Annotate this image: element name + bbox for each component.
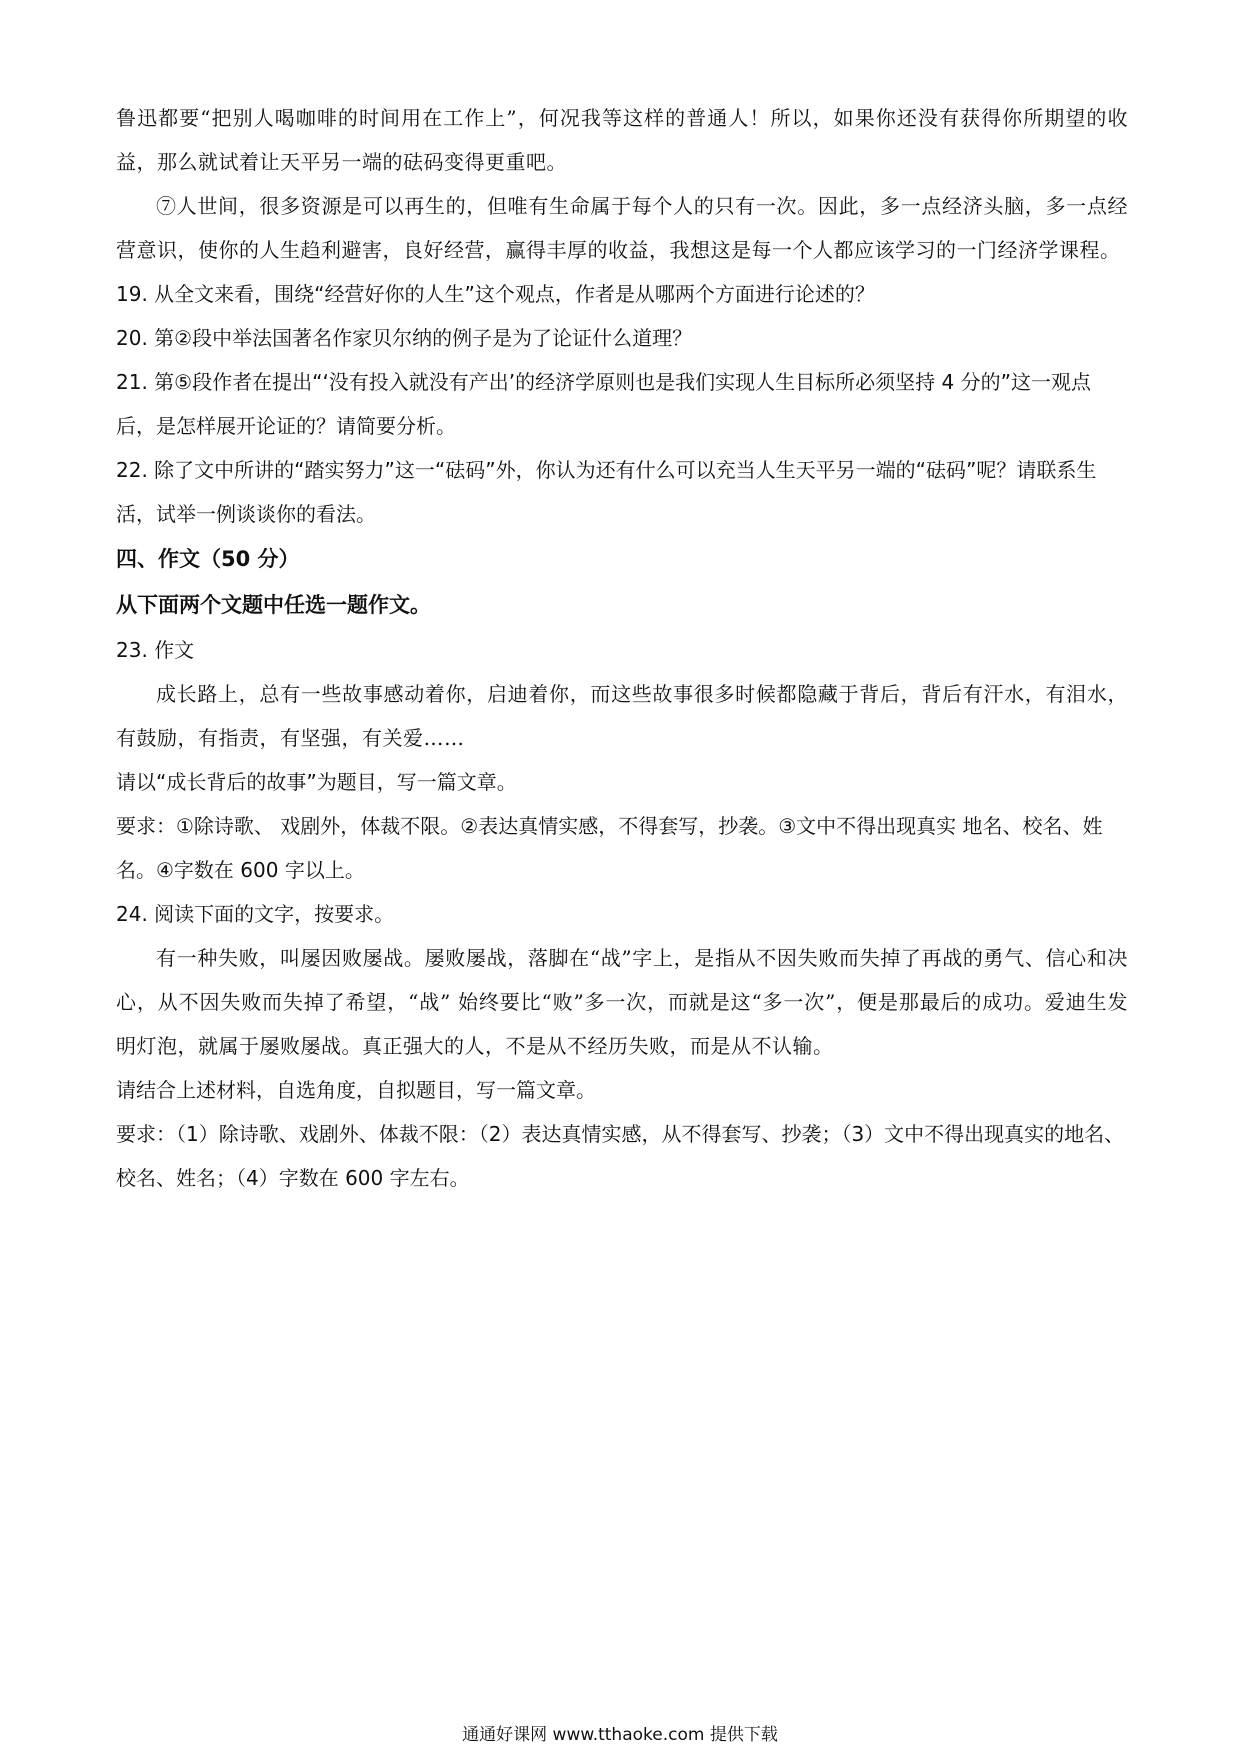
essay-23-requirements: 要求：①除诗歌、 戏剧外，体裁不限。②表达真情实感，不得套写，抄袭。③文中不得出现真实 地名、校名、姓名。④字数在 600 字以上。 bbox=[116, 814, 1103, 882]
page-footer: 通通好课网 www.tthaoke.com 提供下载 bbox=[462, 1725, 778, 1745]
essay-24-task: 请结合上述材料，自选角度，自拟题目，写一篇文章。 bbox=[116, 1078, 596, 1102]
question-21: 21. 第⑤段作者在提出“‘没有投入就没有产出’的经济学原则也是我们实现人生目标所必须坚持 4 分的”这一观点后，是怎样展开论证的？请简要分析。 bbox=[116, 370, 1091, 438]
essay-24-material: 有一种失败，叫屡因败屡战。屡败屡战，落脚在“战”字上，是指从不因失败而失掉了再战的勇气、信心和决心，从不因失败而失掉了希望，“战” 始终要比“败”多一次，而就是这“多一次”，便是那最后的成功。爱迪生发明灯泡，就属于屡败屡战。真正强大的人，不是从不经历失败，而是从不认输。 bbox=[116, 946, 1128, 1058]
page-content bbox=[116, 96, 1128, 1200]
section-4-instruction: 从下面两个文题中任选一题作文。 bbox=[116, 593, 431, 617]
essay-24-requirements: 要求：（1）除诗歌、戏剧外、体裁不限：（2）表达真情实感，从不得套写、抄袭；（3）文中不得出现真实的地名、校名、姓名；（4）字数在 600 字左右。 bbox=[116, 1122, 1125, 1190]
passage-paragraph-7: ⑦人世间，很多资源是可以再生的，但唯有生命属于每个人的只有一次。因此，多一点经济头脑，多一点经营意识，使你的人生趋利避害，良好经营，赢得丰厚的收益，我想这是每一个人都应该学习的一门经济学课程。 bbox=[116, 194, 1128, 262]
question-20: 20. 第②段中举法国著名作家贝尔纳的例子是为了论证什么道理？ bbox=[116, 326, 693, 350]
passage-paragraph-6-continuation: 鲁迅都要“把别人喝咖啡的时间用在工作上”，何况我等这样的普通人！所以，如果你还没有获得你所期望的收益，那么就试着让天平另一端的砝码变得更重吧。 bbox=[116, 106, 1128, 174]
essay-23-label: 23. 作文 bbox=[116, 638, 195, 662]
question-19: 19. 从全文来看，围绕“经营好你的人生”这个观点，作者是从哪两个方面进行论述的？ bbox=[116, 282, 875, 306]
essay-23-prompt: 成长路上，总有一些故事感动着你，启迪着你，而这些故事很多时候都隐藏于背后，背后有汗水，有泪水，有鼓励，有指责，有坚强，有关爱…… bbox=[116, 682, 1128, 750]
essay-24-label: 24. 阅读下面的文字，按要求。 bbox=[116, 902, 395, 926]
question-22: 22. 除了文中所讲的“踏实努力”这一“砝码”外，你认为还有什么可以充当人生天平另一端的“砝码”呢？请联系生活，试举一例谈谈你的看法。 bbox=[116, 458, 1097, 526]
essay-23-task: 请以“成长背后的故事”为题目，写一篇文章。 bbox=[116, 770, 517, 794]
section-4-title: 四、作文（50 分） bbox=[116, 547, 300, 571]
